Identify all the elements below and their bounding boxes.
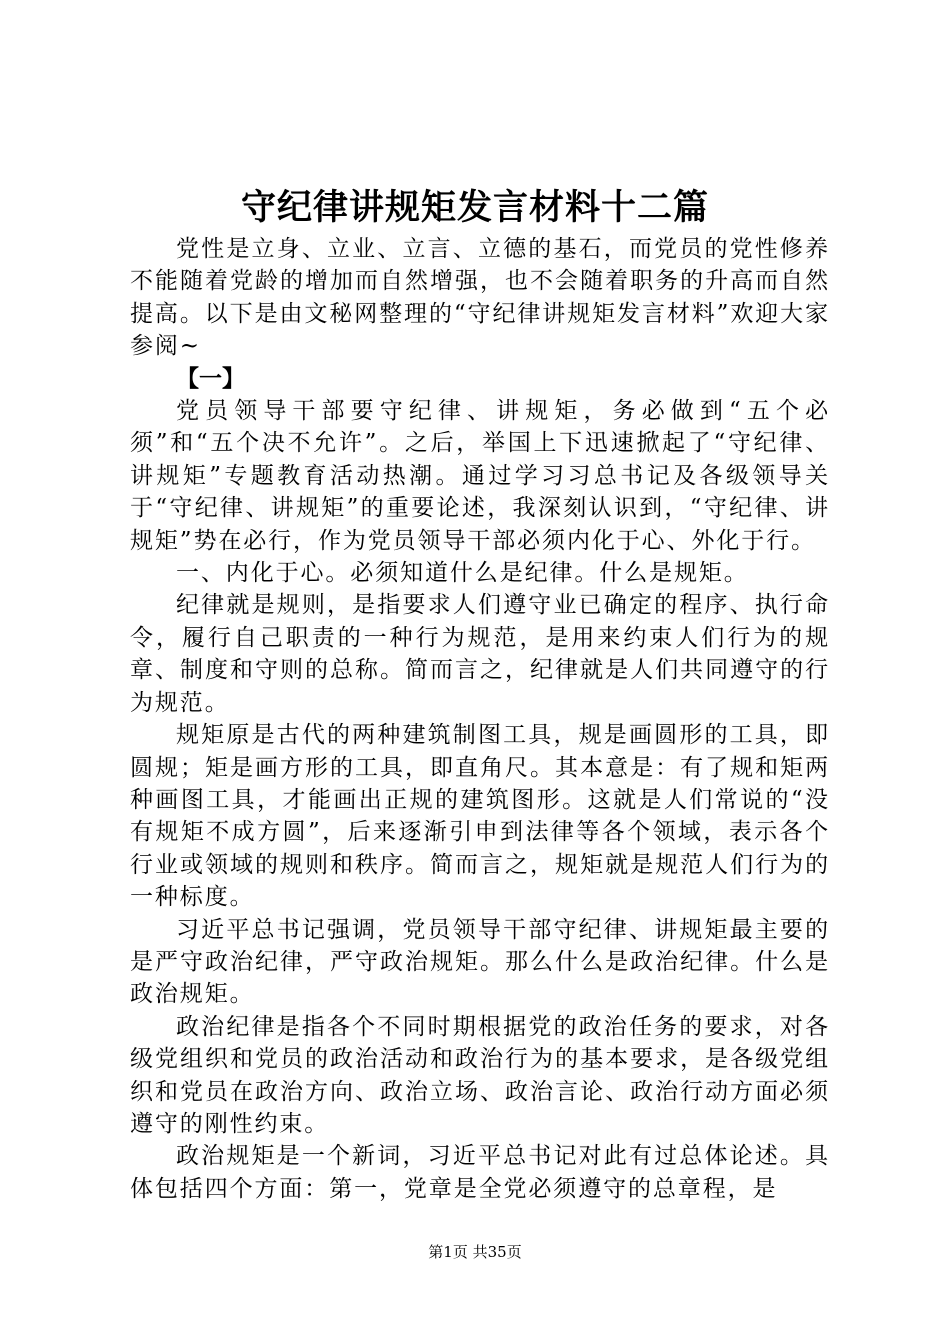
body-paragraph: 规矩原是古代的两种建筑制图工具，规是画圆形的工具，即圆规；矩是画方形的工具，即直角尺。其本意是：有了规和矩两种画图工具，才能画出正规的建筑图形。这就是人们常说的“没有规矩不成方圆”，后来逐渐引申到法律等各个领域，表示各个行业或领域的规则和秩序。简而言之，规矩就是规范人们行为的一种标度。 xyxy=(130,722,830,911)
intro-paragraph: 党性是立身、立业、立言、立德的基石，而党员的党性修养不能随着党龄的增加而自然增强，也不会随着职务的升高而自然提高。以下是由文秘网整理的“守纪律讲规矩发言材料”欢迎大家参阅~ xyxy=(130,236,830,360)
body-paragraph: 政治纪律是指各个不同时期根据党的政治任务的要求，对各级党组织和党员的政治活动和政治行为的基本要求，是各级党组织和党员在政治方向、政治立场、政治言论、政治行动方面必须遵守的刚性约束。 xyxy=(130,1013,830,1137)
body-paragraph: 纪律就是规则，是指要求人们遵守业已确定的程序、执行命令，履行自己职责的一种行为规范，是用来约束人们行为的规章、制度和守则的总称。简而言之，纪律就是人们共同遵守的行为规范。 xyxy=(130,592,830,716)
document-title: 守纪律讲规矩发言材料十二篇 xyxy=(240,187,709,228)
body-paragraph: 习近平总书记强调，党员领导干部守纪律、讲规矩最主要的是严守政治纪律，严守政治规矩。那么什么是政治纪律。什么是政治规矩。 xyxy=(130,916,830,1008)
document-body xyxy=(130,233,830,1205)
section-heading-one: 【一】 xyxy=(176,364,245,392)
page-number-footer: 第1页 共35页 xyxy=(428,1243,522,1261)
subsection-heading: 一、内化于心。必须知道什么是纪律。什么是规矩。 xyxy=(176,560,749,587)
body-paragraph: 党员领导干部要守纪律、讲规矩，务必做到“五个必须”和“五个决不允许”。之后，举国上下迅速掀起了“守纪律、讲规矩”专题教育活动热潮。通过学习习总书记及各级领导关于“守纪律、讲规矩”的重要论述，我深刻认识到，“守纪律、讲规矩”势在必行，作为党员领导干部必须内化于心、外化于行。 xyxy=(130,398,830,554)
body-paragraph: 政治规矩是一个新词，习近平总书记对此有过总体论述。具体包括四个方面：第一，党章是全党必须遵守的总章程，是 xyxy=(130,1143,830,1202)
